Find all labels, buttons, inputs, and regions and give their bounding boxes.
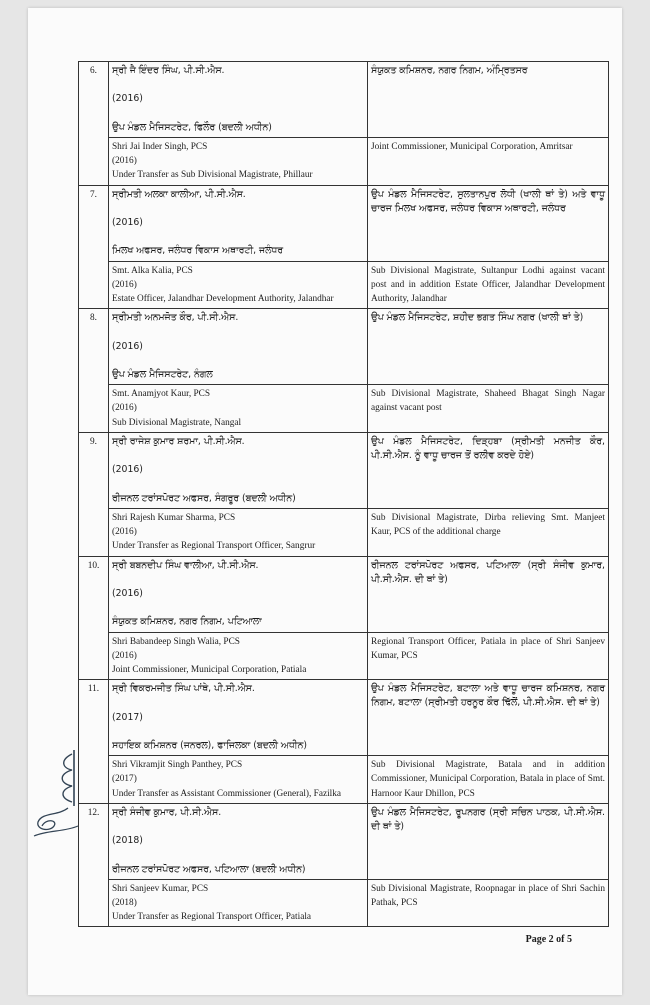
transfer-table	[78, 61, 609, 927]
new-posting-english	[368, 756, 609, 804]
officer-punjabi-line: ਸ੍ਰੀ ਸੰਜੀਵ ਕੁਮਾਰ, ਪੀ.ਸੀ.ਐਸ.	[112, 806, 222, 818]
new-posting-punjabi-line: ਉਪ ਮੰਡਲ ਮੈਜਿਸਟਰੇਟ, ਬਟਾਲਾ ਅਤੇ ਵਾਧੂ ਚਾਰਜ ਕਮਿਸ਼ਨਰ, ਨਗਰ ਨਿਗਮ, ਬਟਾਲਾ (ਸ੍ਰੀਮਤੀ ਹਰਨੂਰ ਕੌਰ ਢਿੱਲੋਂ, ਪੀ.ਸੀ.ਐਸ. ਦੀ ਥਾਂ ਤੇ)	[371, 683, 605, 709]
serial-number: 11.	[79, 680, 109, 804]
officer-english	[109, 879, 368, 927]
table-row	[79, 385, 609, 433]
officer-punjabi-line: ਸ੍ਰੀ ਰਾਜੇਸ਼ ਕੁਮਾਰ ਸ਼ਰਮਾ, ਪੀ.ਸੀ.ਐਸ.	[112, 435, 245, 447]
officer-english-line: (2016)	[112, 156, 137, 167]
signature-icon	[28, 746, 88, 842]
officer-punjabi-line: (2017)	[112, 711, 143, 723]
table-row	[79, 803, 609, 879]
new-posting-punjabi-line: ਰੀਜਨਲ ਟਰਾਂਸਪੋਰਟ ਅਫਸਰ, ਪਟਿਆਲਾ (ਸ੍ਰੀ ਸੰਜੀਵ ਕੁਮਾਰ, ਪੀ.ਸੀ.ਐਸ. ਦੀ ਥਾਂ ਤੇ)	[371, 559, 605, 585]
table-row	[79, 756, 609, 804]
new-posting-english-line: Sub Divisional Magistrate, Dirba relieving Smt. Manjeet Kaur, PCS of the additional charge	[371, 512, 605, 538]
new-posting-punjabi	[368, 309, 609, 385]
officer-english	[109, 385, 368, 433]
new-posting-english	[368, 508, 609, 556]
table-row	[79, 432, 609, 508]
officer-english-line: Sub Divisional Magistrate, Nangal	[112, 417, 242, 428]
new-posting-punjabi	[368, 680, 609, 756]
table-row	[79, 62, 609, 138]
officer-punjabi-line: ਰੀਜਨਲ ਟਰਾਂਸਪੋਰਟ ਅਫਸਰ, ਸੰਗਰੂਰ (ਬਦਲੀ ਅਧੀਨ)	[112, 492, 296, 504]
new-posting-english	[368, 385, 609, 433]
officer-english	[109, 261, 368, 309]
document-page	[28, 8, 622, 995]
transfer-table-body	[79, 62, 609, 927]
officer-punjabi	[109, 680, 368, 756]
serial-number: 10.	[79, 556, 109, 680]
officer-english	[109, 138, 368, 186]
officer-english-line: Under Transfer as Assistant Commissioner (General), Fazilka	[112, 788, 342, 799]
new-posting-punjabi	[368, 432, 609, 508]
new-posting-punjabi	[368, 62, 609, 138]
officer-english-line: (2017)	[112, 774, 137, 785]
officer-english-line: (2016)	[112, 527, 137, 538]
new-posting-english	[368, 632, 609, 680]
officer-english-line: Under Transfer as Sub Divisional Magistrate, Phillaur	[112, 170, 313, 181]
officer-english-line: Joint Commissioner, Municipal Corporation, Patiala	[112, 664, 307, 675]
new-posting-punjabi-line: ਉਪ ਮੰਡਲ ਮੈਜਿਸਟਰੇਟ, ਦਿੜ੍ਹਬਾ (ਸ੍ਰੀਮਤੀ ਮਨਜੀਤ ਕੌਰ, ਪੀ.ਸੀ.ਐਸ. ਨੂੰ ਵਾਧੂ ਚਾਰਜ ਤੋਂ ਰਲੀਵ ਕਰਦੇ ਹੋਏ)	[371, 435, 605, 462]
officer-english	[109, 632, 368, 680]
new-posting-punjabi-line: ਉਪ ਮੰਡਲ ਮੈਜਿਸਟਰੇਟ, ਸ਼ਹੀਦ ਭਗਤ ਸਿੰਘ ਨਗਰ (ਖਾਲੀ ਥਾਂ ਤੇ)	[371, 312, 584, 324]
officer-english-line: Estate Officer, Jalandhar Development Authority, Jalandhar	[112, 294, 334, 305]
officer-punjabi-line: (2016)	[112, 93, 143, 105]
officer-punjabi-line: (2016)	[112, 217, 143, 229]
officer-punjabi-line: ਸ੍ਰੀ ਜੈ ਇੰਦਰ ਸਿੰਘ, ਪੀ.ਸੀ.ਐਸ.	[112, 65, 225, 76]
officer-punjabi-line: ਸ੍ਰੀ ਵਿਕਰਮਜੀਤ ਸਿੰਘ ਪਾਂਥੇ, ਪੀ.ਸੀ.ਐਸ.	[112, 683, 255, 695]
serial-number: 6.	[79, 62, 109, 186]
new-posting-punjabi	[368, 803, 609, 879]
officer-english	[109, 756, 368, 804]
officer-punjabi-line: ਸ੍ਰੀਮਤੀ ਅਨਮਜੋਤ ਕੌਰ, ਪੀ.ਸੀ.ਐਸ.	[112, 312, 239, 324]
officer-english-line: Shri Rajesh Kumar Sharma, PCS	[112, 512, 236, 523]
serial-number: 9.	[79, 432, 109, 556]
new-posting-punjabi-line: ਉਪ ਮੰਡਲ ਮੈਜਿਸਟਰੇਟ, ਸੁਲਤਾਨਪੁਰ ਲੋਧੀ (ਖਾਲੀ ਥਾਂ ਤੇ) ਅਤੇ ਵਾਧੂ ਚਾਰਜ ਮਿਲਖ ਅਫਸਰ, ਜਲੰਧਰ ਵਿਕਾਸ ਅਥਾਰਟੀ, ਜਲੰਧਰ	[371, 188, 605, 214]
officer-punjabi	[109, 556, 368, 632]
officer-english-line: (2016)	[112, 403, 137, 414]
new-posting-english-line: Sub Divisional Magistrate, Batala and in addition Commissioner, Municipal Corporation, Batala in place of Smt. Harnoor Kaur Dhillon, PCS	[371, 760, 605, 799]
table-row	[79, 556, 609, 632]
new-posting-punjabi	[368, 556, 609, 632]
new-posting-english-line: Joint Commissioner, Municipal Corporation, Amritsar	[371, 142, 573, 153]
new-posting-english	[368, 879, 609, 927]
table-row	[79, 185, 609, 261]
officer-english-line: Shri Babandeep Singh Walia, PCS	[112, 636, 240, 647]
officer-punjabi-line: (2018)	[112, 835, 143, 847]
officer-punjabi-line: ਸ੍ਰੀਮਤੀ ਅਲਕਾ ਕਾਲੀਆ, ਪੀ.ਸੀ.ਐਸ.	[112, 188, 246, 200]
officer-punjabi-line: ਸੰਯੁਕਤ ਕਮਿਸ਼ਨਰ, ਨਗਰ ਨਿਗਮ, ਪਟਿਆਲਾ	[112, 616, 262, 628]
officer-punjabi-line: (2016)	[112, 340, 143, 352]
officer-english-line: Shri Jai Inder Singh, PCS	[112, 142, 208, 153]
officer-english-line: (2016)	[112, 650, 137, 661]
officer-english-line: Shri Vikramjit Singh Panthey, PCS	[112, 760, 243, 771]
new-posting-punjabi-line: ਉਪ ਮੰਡਲ ਮੈਜਿਸਟਰੇਟ, ਰੂਪਨਗਰ (ਸ੍ਰੀ ਸਚਿਨ ਪਾਠਕ, ਪੀ.ਸੀ.ਐਸ. ਦੀ ਥਾਂ ਤੇ)	[371, 806, 605, 832]
officer-english-line: Smt. Alka Kalia, PCS	[112, 265, 193, 276]
new-posting-english	[368, 261, 609, 309]
new-posting-english-line: Sub Divisional Magistrate, Sultanpur Lodhi against vacant post and in addition Estate Officer, Jalandhar Development Authority, Jalandhar	[371, 265, 605, 305]
officer-punjabi	[109, 803, 368, 879]
officer-english-line: (2016)	[112, 279, 137, 290]
officer-punjabi-line: ਸਹਾਇਕ ਕਮਿਸ਼ਨਰ (ਜਨਰਲ), ਫਾਜਿਲਕਾ (ਬਦਲੀ ਅਧੀਨ)	[112, 739, 307, 751]
table-row	[79, 879, 609, 927]
officer-punjabi	[109, 62, 368, 138]
officer-punjabi-line: ਉਪ ਮੰਡਲ ਮੈਜਿਸਟਰੇਟ, ਨੰਗਲ	[112, 369, 213, 381]
new-posting-punjabi-line: ਸੰਯੁਕਤ ਕਮਿਸ਼ਨਰ, ਨਗਰ ਨਿਗਮ, ਅੰਮ੍ਰਿਤਸਰ	[371, 65, 528, 76]
officer-punjabi	[109, 185, 368, 261]
officer-punjabi	[109, 432, 368, 508]
table-row	[79, 508, 609, 556]
new-posting-english-line: Sub Divisional Magistrate, Roopnagar in place of Shri Sachin Pathak, PCS	[371, 883, 605, 908]
serial-number: 12.	[79, 803, 109, 927]
table-row	[79, 261, 609, 309]
page-number: Page 2 of 5	[525, 934, 572, 945]
officer-punjabi-line: (2016)	[112, 587, 143, 599]
new-posting-english-line: Regional Transport Officer, Patiala in place of Shri Sanjeev Kumar, PCS	[371, 636, 605, 661]
serial-number: 7.	[79, 185, 109, 309]
officer-english-line: Under Transfer as Regional Transport Officer, Patiala	[112, 912, 312, 923]
new-posting-english-line: Sub Divisional Magistrate, Shaheed Bhagat Singh Nagar against vacant post	[371, 389, 605, 414]
table-row	[79, 138, 609, 186]
officer-punjabi-line: ਸ੍ਰੀ ਬਬਨਦੀਪ ਸਿੰਘ ਵਾਲੀਆ, ਪੀ.ਸੀ.ਐਸ.	[112, 559, 259, 571]
table-row	[79, 632, 609, 680]
officer-punjabi	[109, 309, 368, 385]
officer-english	[109, 508, 368, 556]
serial-number: 8.	[79, 309, 109, 433]
table-row	[79, 309, 609, 385]
table-row	[79, 680, 609, 756]
new-posting-punjabi	[368, 185, 609, 261]
officer-punjabi-line: ਮਿਲਖ ਅਫਸਰ, ਜਲੰਧਰ ਵਿਕਾਸ ਅਥਾਰਟੀ, ਜਲੰਧਰ	[112, 245, 284, 257]
officer-english-line: Under Transfer as Regional Transport Officer, Sangrur	[112, 541, 316, 552]
officer-punjabi-line: (2016)	[112, 464, 143, 476]
officer-english-line: (2018)	[112, 897, 137, 908]
officer-english-line: Shri Sanjeev Kumar, PCS	[112, 883, 209, 894]
new-posting-english	[368, 138, 609, 186]
officer-english-line: Smt. Anamjyot Kaur, PCS	[112, 389, 211, 400]
officer-punjabi-line: ਉਪ ਮੰਡਲ ਮੈਜਿਸਟਰੇਟ, ਫਿਲੌਰ (ਬਦਲੀ ਅਧੀਨ)	[112, 121, 272, 133]
officer-punjabi-line: ਰੀਜਨਲ ਟਰਾਂਸਪੋਰਟ ਅਫਸਰ, ਪਟਿਆਲਾ (ਬਦਲੀ ਅਧੀਨ)	[112, 863, 306, 875]
